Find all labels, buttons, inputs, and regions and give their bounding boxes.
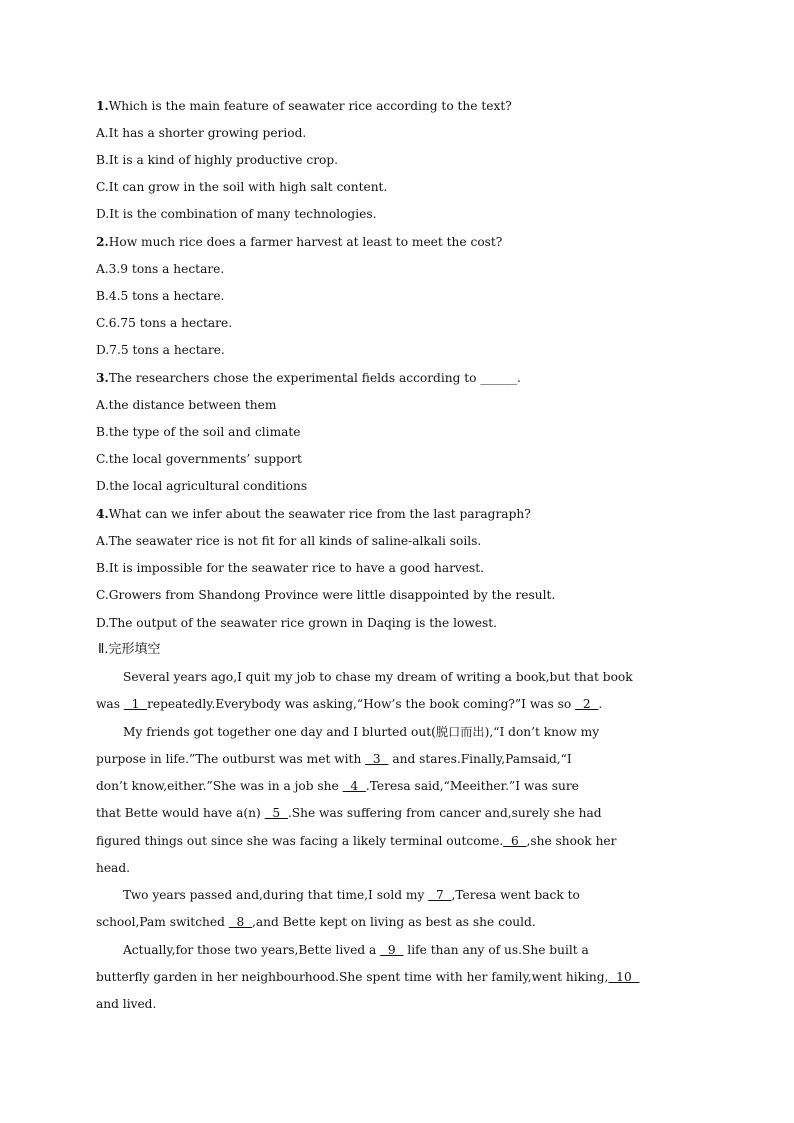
passage-text: purpose in life.”The outburst was met with xyxy=(96,752,366,766)
passage-text: life than any of us.She built a xyxy=(403,943,589,957)
passage-line xyxy=(123,887,580,903)
blank-9: 9 xyxy=(380,943,404,957)
passage-text: ,and Bette kept on living as best as she could. xyxy=(252,915,536,929)
option-1c: C.It can grow in the soil with high salt content. xyxy=(96,180,388,194)
question-text: Which is the main feature of seawater rice according to the text? xyxy=(108,99,512,113)
blank-5: 5 xyxy=(264,806,288,820)
question-number: 3. xyxy=(96,371,109,385)
passage-line xyxy=(96,914,536,930)
passage-text: that Bette would have a(n) xyxy=(96,806,265,820)
blank-1: 1 xyxy=(123,697,148,711)
blank-3: 3 xyxy=(365,752,389,766)
passage-text: Actually,for those two years,Bette lived a xyxy=(123,943,381,957)
option-4c: C.Growers from Shandong Province were little disappointed by the result. xyxy=(96,588,556,602)
passage-text: Two years passed and,during that time,I sold my xyxy=(123,888,429,902)
question-1-stem xyxy=(96,98,512,114)
question-text: The researchers chose the experimental fields according to ______. xyxy=(108,371,521,385)
passage-text: repeatedly.Everybody was asking,“How’s the book coming?”I was so xyxy=(147,697,576,711)
passage-line xyxy=(96,969,639,985)
option-4a: A.The seawater rice is not fit for all kinds of saline-alkali soils. xyxy=(96,534,482,548)
passage-line: My friends got together one day and I blurted out(脱口而出),“I don’t know my xyxy=(123,725,600,739)
passage-line xyxy=(96,805,602,821)
option-2a: A.3.9 tons a hectare. xyxy=(96,262,225,276)
passage-text: school,Pam switched xyxy=(96,915,229,929)
passage-text: and stares.Finally,Pamsaid,“I xyxy=(388,752,572,766)
question-4-stem xyxy=(96,506,531,522)
option-1b: B.It is a kind of highly productive crop. xyxy=(96,153,339,167)
passage-text: ,she shook her xyxy=(526,834,617,848)
passage-text: was xyxy=(96,697,124,711)
option-3c: C.the local governments’ support xyxy=(96,452,302,466)
passage-line xyxy=(96,833,616,849)
passage-text: . xyxy=(598,697,603,711)
question-number: 4. xyxy=(96,507,109,521)
passage-line xyxy=(96,696,602,712)
option-1d: D.It is the combination of many technologies. xyxy=(96,207,377,221)
passage-text: don’t know,either.”She was in a job she xyxy=(96,779,343,793)
blank-8: 8 xyxy=(228,915,253,929)
option-3d: D.the local agricultural conditions xyxy=(96,479,308,493)
blank-6: 6 xyxy=(503,834,527,848)
passage-line: Several years ago,I quit my job to chase my dream of writing a book,but that book xyxy=(123,670,633,684)
blank-4: 4 xyxy=(342,779,366,793)
passage-text: .She was suffering from cancer and,surely she had xyxy=(287,806,602,820)
question-text: What can we infer about the seawater rice from the last paragraph? xyxy=(108,507,531,521)
passage-text: figured things out since she was facing a likely terminal outcome. xyxy=(96,834,504,848)
blank-7: 7 xyxy=(428,888,452,902)
passage-text: butterfly garden in her neighbourhood.She spent time with her family,went hiking, xyxy=(96,970,609,984)
question-text: How much rice does a farmer harvest at least to meet the cost? xyxy=(108,235,503,249)
passage-line: head. xyxy=(96,861,131,875)
option-4b: B.It is impossible for the seawater rice to have a good harvest. xyxy=(96,561,485,575)
question-3-stem xyxy=(96,370,521,386)
option-2d: D.7.5 tons a hectare. xyxy=(96,343,225,357)
passage-line xyxy=(96,778,579,794)
option-2c: C.6.75 tons a hectare. xyxy=(96,316,233,330)
option-3b: B.the type of the soil and climate xyxy=(96,425,301,439)
blank-10: 10 xyxy=(608,970,640,984)
option-2b: B.4.5 tons a hectare. xyxy=(96,289,225,303)
passage-text: ,Teresa went back to xyxy=(451,888,580,902)
question-2-stem xyxy=(96,234,502,250)
option-1a: A.It has a shorter growing period. xyxy=(96,126,307,140)
option-4d: D.The output of the seawater rice grown in Daqing is the lowest. xyxy=(96,616,497,630)
passage-line xyxy=(123,942,589,958)
passage-text: .Teresa said,“Meeither.”I was sure xyxy=(365,779,579,793)
passage-line xyxy=(96,751,572,767)
option-3a: A.the distance between them xyxy=(96,398,277,412)
blank-2: 2 xyxy=(575,697,599,711)
passage-line: and lived. xyxy=(96,997,157,1011)
section-heading-cloze: Ⅱ.完形填空 xyxy=(98,642,161,657)
question-number: 2. xyxy=(96,235,109,249)
question-number: 1. xyxy=(96,99,109,113)
